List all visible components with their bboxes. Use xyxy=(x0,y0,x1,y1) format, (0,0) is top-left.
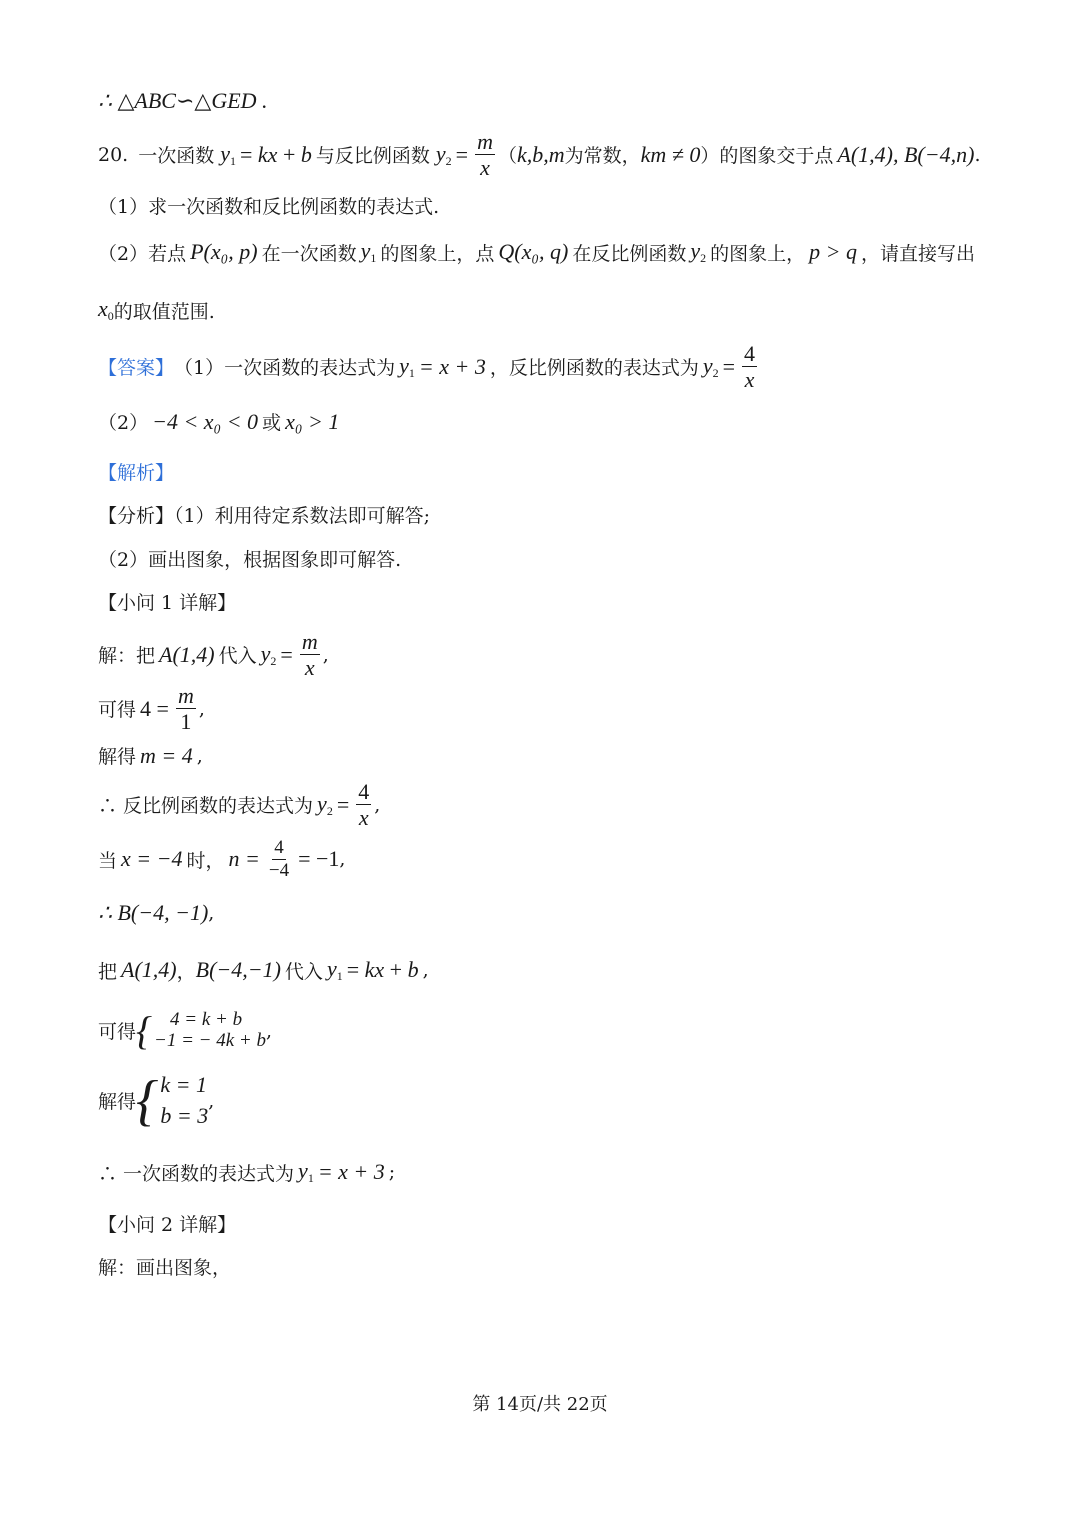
answer-range-2: x₀ > 1 xyxy=(285,408,340,434)
comma: , xyxy=(265,1019,273,1042)
p7-text: 把 xyxy=(98,960,118,983)
y2-symbol: $y_2$ xyxy=(317,790,333,818)
p8-text: 可得 xyxy=(98,1021,137,1044)
y1-symbol: $y_1$ xyxy=(326,956,343,983)
analysis-tag-line xyxy=(98,458,174,485)
problem-statement xyxy=(98,130,980,179)
answer-line-1 xyxy=(98,342,760,391)
question-1 xyxy=(98,192,439,219)
four-over-x-fraction: $\frac{4}{x}$ xyxy=(744,341,756,393)
answer-1-text-2: ，反比例函数的表达式为 xyxy=(489,357,699,380)
equation-system-2: { k = 1 b = 3 xyxy=(136,1069,209,1132)
b-value: b = 3 xyxy=(160,1102,209,1128)
point-a: A(1,4) xyxy=(159,641,215,667)
comma: , xyxy=(374,793,381,816)
page-footer xyxy=(0,1390,1080,1416)
y2-symbol: $y_2$ xyxy=(690,238,707,265)
x0-symbol: $x_0$ xyxy=(98,296,114,323)
comma: , xyxy=(198,697,205,720)
part2-heading-text: 【小问 2 详解】 xyxy=(98,1214,237,1236)
linear-result: = x + 3 xyxy=(317,1159,385,1184)
part2-text: 解：画出图象， xyxy=(98,1257,232,1279)
comma: , xyxy=(208,902,215,924)
answer-tag: 【答案】 xyxy=(98,357,175,380)
q2-text-4: 在反比例函数 xyxy=(572,242,687,265)
part1-line-7 xyxy=(98,956,429,984)
page-number: 第 14页/共 22页 xyxy=(472,1394,608,1415)
p-gt-q: p > q xyxy=(809,239,858,264)
problem-text-4: 为常数， xyxy=(564,145,641,168)
neg-one: = −1 xyxy=(298,846,340,872)
q2-text-2: 在一次函数 xyxy=(261,242,357,265)
part2-line-1 xyxy=(98,1253,231,1280)
part1-line-4 xyxy=(98,780,380,829)
analysis-tag: 【解析】 xyxy=(98,462,175,484)
four-equals: 4 = xyxy=(140,695,169,721)
comma: , xyxy=(196,744,203,767)
problem-text-3: （ xyxy=(497,145,517,168)
condition: km ≠ 0 xyxy=(640,141,701,167)
p4-text: ∴ 反比例函数的表达式为 xyxy=(98,795,314,818)
fenxi-text-1: 【分析】（1）利用待定系数法即可解答; xyxy=(98,505,430,527)
problem-text-6: . xyxy=(974,143,981,166)
p3-text: 解得 xyxy=(98,746,137,768)
m-over-x-fraction: $\frac{m}{x}$ xyxy=(301,629,318,681)
part1-line-8 xyxy=(98,1007,273,1053)
y1-symbol: $y_1$ xyxy=(399,352,415,380)
params: k,b,m xyxy=(516,141,565,167)
problem-text-5: ）的图象交于点 xyxy=(700,145,834,168)
answer-linear-expr: = x + 3 xyxy=(418,353,486,379)
question-1-text: （1）求一次函数和反比例函数的表达式. xyxy=(98,196,440,218)
problem-number: 20. xyxy=(98,143,129,166)
conclusion-line xyxy=(98,88,268,114)
equation-2: −1 = − 4k + b xyxy=(154,1029,266,1051)
linear-expr: = kx + b xyxy=(346,957,419,982)
p9-text: 解得 xyxy=(98,1091,137,1114)
part1-line-3 xyxy=(98,742,203,769)
equals: = xyxy=(336,791,350,817)
answer-or: 或 xyxy=(262,412,282,434)
comma: ， xyxy=(176,960,196,983)
equals: = xyxy=(455,141,469,167)
part1-line-10 xyxy=(98,1158,395,1186)
k-value: k = 1 xyxy=(160,1072,208,1097)
part1-heading xyxy=(98,588,236,615)
question-2-cont xyxy=(98,296,215,324)
q2-text-1: （2）若点 xyxy=(98,242,187,265)
four-over-neg4-fraction: $\frac{4}{-4}$ xyxy=(268,837,290,881)
part1-line-6 xyxy=(98,900,214,926)
part1-line-1 xyxy=(98,630,329,679)
q2-line2-text: 的取值范围. xyxy=(113,300,215,323)
part2-heading xyxy=(98,1210,236,1237)
p10-text: ∴ 一次函数的表达式为 xyxy=(98,1162,295,1185)
p1-text-2: 代入 xyxy=(218,645,257,668)
equation-system-1: { 4 = k + b −1 = − 4k + b xyxy=(136,1007,266,1053)
equals: = xyxy=(280,641,293,667)
point-p: P(x₀, p) xyxy=(190,239,258,264)
intersection-points: A(1,4), B(−4,n) xyxy=(837,141,975,167)
point-b: ∴ B(−4, −1) xyxy=(98,900,209,925)
linear-expr: = kx + b xyxy=(240,141,312,167)
y1-symbol: $y_1$ xyxy=(220,140,236,168)
part1-line-2 xyxy=(98,684,205,733)
fenxi-text-2: （2）画出图象，根据图象即可解答. xyxy=(98,549,402,571)
comma: , xyxy=(208,1089,215,1112)
fenxi-line-2 xyxy=(98,545,401,572)
part1-line-9 xyxy=(98,1070,214,1132)
point-q: Q(x₀, q) xyxy=(498,239,569,264)
n-equals: n = xyxy=(228,846,260,872)
fenxi-line-1 xyxy=(98,501,430,528)
m-over-x-fraction: $\frac{m}{x}$ xyxy=(477,129,493,181)
answer-2-label: （2） xyxy=(98,412,149,434)
answer-line-2 xyxy=(98,408,339,435)
y1-symbol: $y_1$ xyxy=(360,238,377,265)
y2-symbol: $y_2$ xyxy=(260,640,277,668)
q2-text-6: ，请直接写出 xyxy=(861,242,976,265)
p2-text: 可得 xyxy=(98,699,137,722)
y2-symbol: $y_2$ xyxy=(435,140,452,168)
part1-line-5 xyxy=(98,838,345,881)
comma: , xyxy=(339,848,346,871)
question-2 xyxy=(98,238,975,266)
conclusion-text: ∴ △ABC∽△GED . xyxy=(98,88,268,113)
m-over-1-fraction: $\frac{m}{1}$ xyxy=(177,683,194,735)
problem-text-2: 与反比例函数 xyxy=(315,145,430,168)
m-value: m = 4 xyxy=(140,742,193,768)
q2-text-5: 的图象上， xyxy=(710,242,806,265)
equation-1: 4 = k + b xyxy=(170,1009,243,1030)
part1-heading-text: 【小问 1 详解】 xyxy=(98,592,237,614)
four-over-x-fraction: $\frac{4}{x}$ xyxy=(358,779,370,831)
answer-1-text: （1）一次函数的表达式为 xyxy=(174,357,396,380)
comma: , xyxy=(422,959,429,981)
x-value: x = −4 xyxy=(121,846,183,872)
semicolon: ; xyxy=(388,1161,396,1183)
p1-text: 解：把 xyxy=(98,645,156,668)
y1-symbol: $y_1$ xyxy=(298,1158,314,1185)
y2-symbol: $y_2$ xyxy=(702,352,719,380)
comma: , xyxy=(322,643,329,666)
problem-text-1: 一次函数 xyxy=(138,145,215,168)
q2-text-3: 的图象上，点 xyxy=(380,242,495,265)
point-b: B(−4,−1) xyxy=(195,957,281,982)
p5-text-2: 时， xyxy=(186,849,225,872)
equals: = xyxy=(722,353,736,379)
answer-range-1: −4 < x₀ < 0 xyxy=(152,408,259,434)
point-a: A(1,4) xyxy=(121,957,177,982)
p7-text-2: 代入 xyxy=(284,960,323,983)
p5-text: 当 xyxy=(98,849,118,872)
